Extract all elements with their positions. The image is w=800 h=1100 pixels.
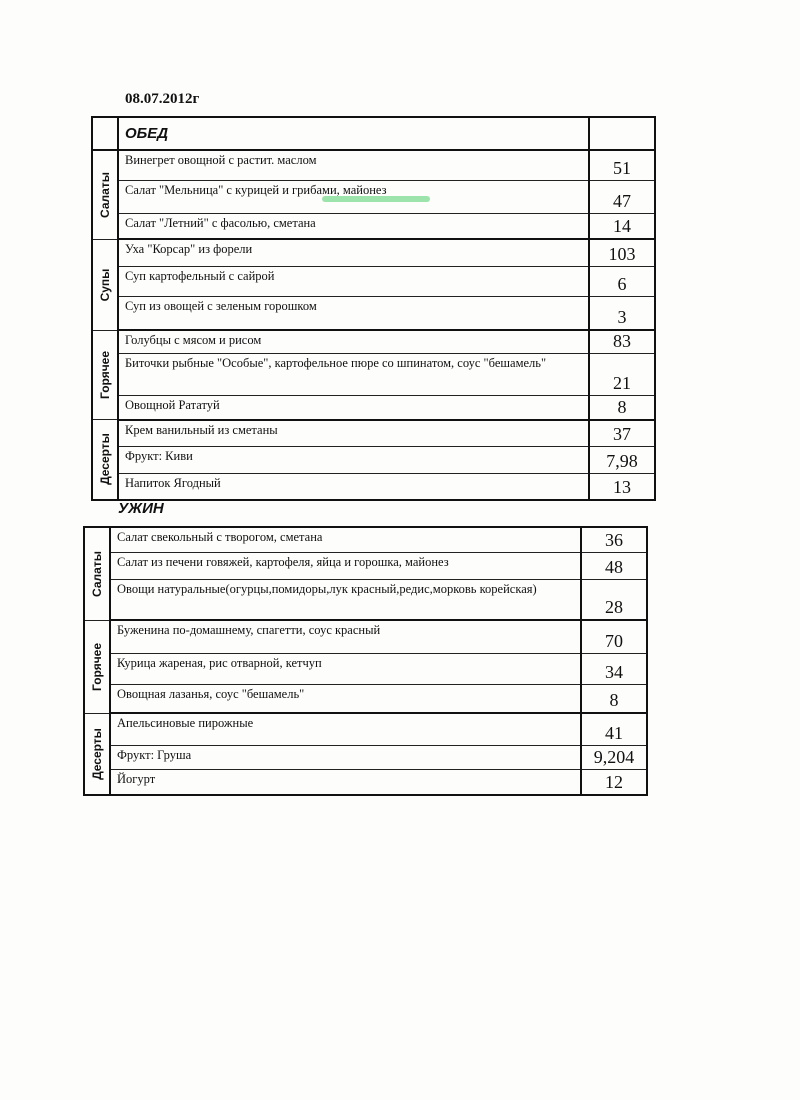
dish-qty: 47 bbox=[589, 180, 655, 213]
dish-qty: 83 bbox=[589, 330, 655, 354]
dish-qty: 6 bbox=[589, 266, 655, 296]
category-label: Горячее bbox=[98, 350, 112, 399]
dish-qty: 8 bbox=[581, 684, 647, 713]
table-row bbox=[84, 620, 647, 653]
table-row bbox=[84, 527, 647, 552]
category-label: Горячее bbox=[90, 642, 104, 691]
dish-name: Курица жареная, рис отварной, кетчуп bbox=[110, 653, 581, 684]
lunch-header-qty-blank bbox=[589, 117, 655, 150]
dish-name: Биточки рыбные "Особые", картофельное пюре со шпинатом, соус "бешамель" bbox=[118, 354, 589, 396]
table-row bbox=[92, 239, 655, 266]
dish-name: Овощной Рататуй bbox=[118, 396, 589, 420]
table-row bbox=[84, 684, 647, 713]
dish-name: Йогурт bbox=[110, 769, 581, 795]
dish-name: Овощная лазанья, соус "бешамель" bbox=[110, 684, 581, 713]
lunch-title-cell bbox=[118, 117, 589, 150]
table-row bbox=[84, 745, 647, 769]
category-cell bbox=[92, 239, 118, 330]
table-row bbox=[92, 330, 655, 354]
table-row bbox=[84, 579, 647, 620]
dish-name: Овощи натуральные(огурцы,помидоры,лук красный,редис,морковь корейская) bbox=[110, 579, 581, 620]
dish-qty: 9,204 bbox=[581, 745, 647, 769]
dish-name: Салат "Мельница" с курицей и грибами, майонез bbox=[118, 180, 589, 213]
dish-name: Уха "Корсар" из форели bbox=[118, 239, 589, 266]
category-cell bbox=[84, 620, 110, 713]
category-cell bbox=[92, 330, 118, 420]
dish-qty: 36 bbox=[581, 527, 647, 552]
table-row bbox=[84, 653, 647, 684]
dish-name: Голубцы с мясом и рисом bbox=[118, 330, 589, 354]
dish-qty: 28 bbox=[581, 579, 647, 620]
lunch-table bbox=[91, 116, 656, 501]
category-cell bbox=[92, 150, 118, 239]
category-label: Салаты bbox=[98, 171, 112, 218]
dish-name: Апельсиновые пирожные bbox=[110, 713, 581, 745]
dish-name: Салат "Летний" с фасолью, сметана bbox=[118, 213, 589, 239]
dish-qty: 8 bbox=[589, 396, 655, 420]
table-row bbox=[92, 474, 655, 500]
table-row bbox=[92, 296, 655, 330]
category-label: Десерты bbox=[98, 433, 112, 486]
dish-qty: 13 bbox=[589, 474, 655, 500]
table-row bbox=[84, 552, 647, 579]
category-cell bbox=[84, 713, 110, 795]
dish-name: Суп картофельный с сайрой bbox=[118, 266, 589, 296]
dish-name: Крем ванильный из сметаны bbox=[118, 420, 589, 447]
dish-qty: 21 bbox=[589, 354, 655, 396]
dish-qty: 51 bbox=[589, 150, 655, 180]
dish-name: Фрукт: Киви bbox=[118, 447, 589, 474]
category-label: Супы bbox=[98, 268, 112, 301]
dish-name: Фрукт: Груша bbox=[110, 745, 581, 769]
table-row bbox=[92, 396, 655, 420]
highlighter-mark bbox=[322, 196, 430, 202]
dish-name: Напиток Ягодный bbox=[118, 474, 589, 500]
dish-qty: 70 bbox=[581, 620, 647, 653]
table-row bbox=[84, 769, 647, 795]
table-row bbox=[92, 150, 655, 180]
dinner-title: УЖИН bbox=[118, 500, 164, 517]
dish-qty: 103 bbox=[589, 239, 655, 266]
category-cell bbox=[84, 527, 110, 620]
dish-qty: 12 bbox=[581, 769, 647, 795]
lunch-header-row bbox=[92, 117, 655, 150]
table-row bbox=[92, 447, 655, 474]
dinner-table bbox=[83, 526, 648, 796]
dish-name: Винегрет овощной с растит. маслом bbox=[118, 150, 589, 180]
table-row bbox=[84, 713, 647, 745]
dish-qty: 3 bbox=[589, 296, 655, 330]
lunch-title: ОБЕД bbox=[125, 124, 169, 142]
dish-qty: 34 bbox=[581, 653, 647, 684]
dish-qty: 41 bbox=[581, 713, 647, 745]
dish-qty: 14 bbox=[589, 213, 655, 239]
table-row bbox=[92, 420, 655, 447]
category-cell bbox=[92, 420, 118, 500]
lunch-header-blank bbox=[92, 117, 118, 150]
dish-name: Салат из печени говяжей, картофеля, яйца и горошка, майонез bbox=[110, 552, 581, 579]
table-row bbox=[92, 266, 655, 296]
category-label: Десерты bbox=[90, 727, 104, 780]
dish-qty: 37 bbox=[589, 420, 655, 447]
dish-qty: 48 bbox=[581, 552, 647, 579]
dish-name: Буженина по-домашнему, спагетти, соус красный bbox=[110, 620, 581, 653]
dish-name: Салат свекольный с творогом, сметана bbox=[110, 527, 581, 552]
category-label: Салаты bbox=[90, 550, 104, 597]
table-row bbox=[92, 213, 655, 239]
dish-name: Суп из овощей с зеленым горошком bbox=[118, 296, 589, 330]
table-row bbox=[92, 354, 655, 396]
dish-qty: 7,98 bbox=[589, 447, 655, 474]
document-date: 08.07.2012г bbox=[125, 91, 200, 107]
